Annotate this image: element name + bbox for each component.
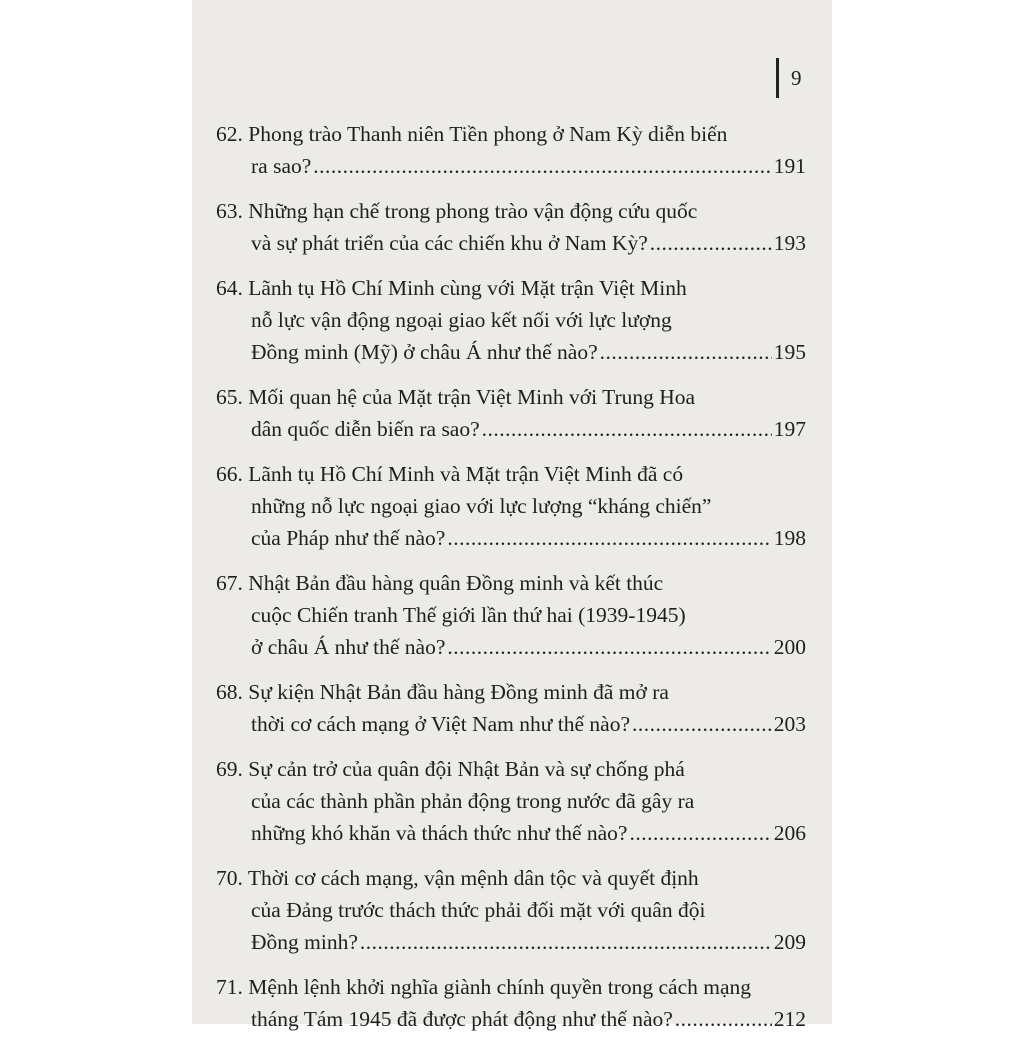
toc-entry-text: nỗ lực vận động ngoại giao kết nối với lực lượng [251, 308, 672, 332]
toc-entry-number: 70. [216, 866, 243, 890]
toc-entry-text: Nhật Bản đầu hàng quân Đồng minh và kết thúc [248, 571, 664, 595]
page-header [776, 56, 802, 100]
toc-entry-last-line [216, 150, 806, 182]
toc-entry [216, 381, 806, 445]
toc-entry-line [216, 785, 806, 817]
toc-entry-text: ra sao? [251, 154, 312, 178]
toc-entry-last-line [216, 708, 806, 740]
toc-entry-last-line [216, 522, 806, 554]
table-of-contents [216, 118, 806, 1048]
toc-entry-text: ở châu Á như thế nào? [251, 635, 446, 659]
toc-entry-text: thời cơ cách mạng ở Việt Nam như thế nào? [251, 712, 631, 736]
toc-entry-text: những khó khăn và thách thức như thế nào? [251, 821, 628, 845]
toc-entry-text: cuộc Chiến tranh Thế giới lần thứ hai (1939-1945) [251, 603, 686, 627]
book-page [192, 0, 832, 1031]
toc-entry-last-line [216, 1003, 806, 1035]
toc-entry-title [216, 567, 806, 599]
header-rule [776, 58, 779, 98]
toc-page-number: 198 [773, 526, 806, 550]
toc-entry-line [216, 490, 806, 522]
toc-entry-number: 65. [216, 385, 243, 409]
dot-leader [447, 522, 771, 554]
toc-entry [216, 458, 806, 554]
toc-page-number: 212 [773, 1007, 806, 1031]
toc-entry-text: Đồng minh (Mỹ) ở châu Á như thế nào? [251, 340, 598, 364]
toc-entry-number: 68. [216, 680, 243, 704]
toc-page-number: 206 [773, 821, 806, 845]
toc-entry [216, 118, 806, 182]
toc-entry-text: và sự phát triển của các chiến khu ở Nam Kỳ? [251, 231, 648, 255]
toc-entry [216, 676, 806, 740]
toc-page-number: 209 [773, 930, 806, 954]
toc-entry-text: Phong trào Thanh niên Tiền phong ở Nam Kỳ diễn biến [248, 122, 728, 146]
dot-leader [482, 413, 772, 445]
dot-leader [675, 1003, 772, 1035]
toc-entry-title [216, 971, 806, 1003]
toc-entry-text: Lãnh tụ Hồ Chí Minh và Mặt trận Việt Minh đã có [248, 462, 684, 486]
toc-entry-text: Sự kiện Nhật Bản đầu hàng Đồng minh đã mở ra [248, 680, 669, 704]
dot-leader [600, 336, 772, 368]
toc-entry-title [216, 118, 806, 150]
toc-entry-text: Thời cơ cách mạng, vận mệnh dân tộc và quyết định [247, 866, 699, 890]
dot-leader [632, 708, 772, 740]
toc-entry-last-line [216, 227, 806, 259]
toc-entry-number: 67. [216, 571, 243, 595]
dot-leader [629, 817, 771, 849]
toc-entry [216, 567, 806, 663]
toc-entry-text: Đồng minh? [251, 930, 358, 954]
toc-entry-text: của Pháp như thế nào? [251, 526, 446, 550]
toc-entry-text: Những hạn chế trong phong trào vận động cứu quốc [248, 199, 698, 223]
toc-entry [216, 272, 806, 368]
toc-entry [216, 753, 806, 849]
toc-page-number: 200 [773, 635, 806, 659]
toc-entry-number: 62. [216, 122, 243, 146]
toc-entry-title [216, 458, 806, 490]
toc-entry-number: 69. [216, 757, 243, 781]
toc-entry-last-line [216, 631, 806, 663]
toc-entry-text: những nỗ lực ngoại giao với lực lượng “kháng chiến” [251, 494, 712, 518]
toc-entry-text: của Đảng trước thách thức phải đối mặt với quân đội [251, 898, 706, 922]
toc-entry-text: Sự cản trở của quân đội Nhật Bản và sự chống phá [248, 757, 685, 781]
toc-entry-title [216, 676, 806, 708]
toc-entry [216, 195, 806, 259]
toc-entry-title [216, 195, 806, 227]
toc-page-number: 197 [773, 417, 806, 441]
toc-entry-text: tháng Tám 1945 đã được phát động như thế nào? [251, 1007, 673, 1031]
toc-page-number: 195 [773, 340, 806, 364]
toc-entry-last-line [216, 817, 806, 849]
toc-entry-number: 66. [216, 462, 243, 486]
toc-entry-text: Lãnh tụ Hồ Chí Minh cùng với Mặt trận Việt Minh [248, 276, 687, 300]
toc-entry [216, 862, 806, 958]
toc-entry-last-line [216, 926, 806, 958]
toc-entry-title [216, 272, 806, 304]
dot-leader [650, 227, 772, 259]
dot-leader [313, 150, 771, 182]
toc-entry-title [216, 753, 806, 785]
toc-entry-text: dân quốc diễn biến ra sao? [251, 417, 480, 441]
toc-entry-title [216, 862, 806, 894]
toc-entry-line [216, 599, 806, 631]
toc-entry-text: Mệnh lệnh khởi nghĩa giành chính quyền trong cách mạng [248, 975, 752, 999]
toc-entry-last-line [216, 336, 806, 368]
toc-entry-title [216, 381, 806, 413]
toc-page-number: 193 [773, 231, 806, 255]
toc-entry-text: Mối quan hệ của Mặt trận Việt Minh với Trung Hoa [248, 385, 696, 409]
toc-entry-line [216, 894, 806, 926]
toc-page-number: 191 [773, 154, 806, 178]
toc-entry-text: của các thành phần phản động trong nước đã gây ra [251, 789, 695, 813]
toc-entry-number: 64. [216, 276, 243, 300]
toc-entry-last-line [216, 413, 806, 445]
toc-entry-number: 71. [216, 975, 243, 999]
dot-leader [360, 926, 772, 958]
toc-entry-line [216, 304, 806, 336]
dot-leader [447, 631, 771, 663]
toc-entry [216, 971, 806, 1035]
toc-entry-number: 63. [216, 199, 243, 223]
toc-page-number: 203 [773, 712, 806, 736]
page-number: 9 [791, 65, 802, 90]
